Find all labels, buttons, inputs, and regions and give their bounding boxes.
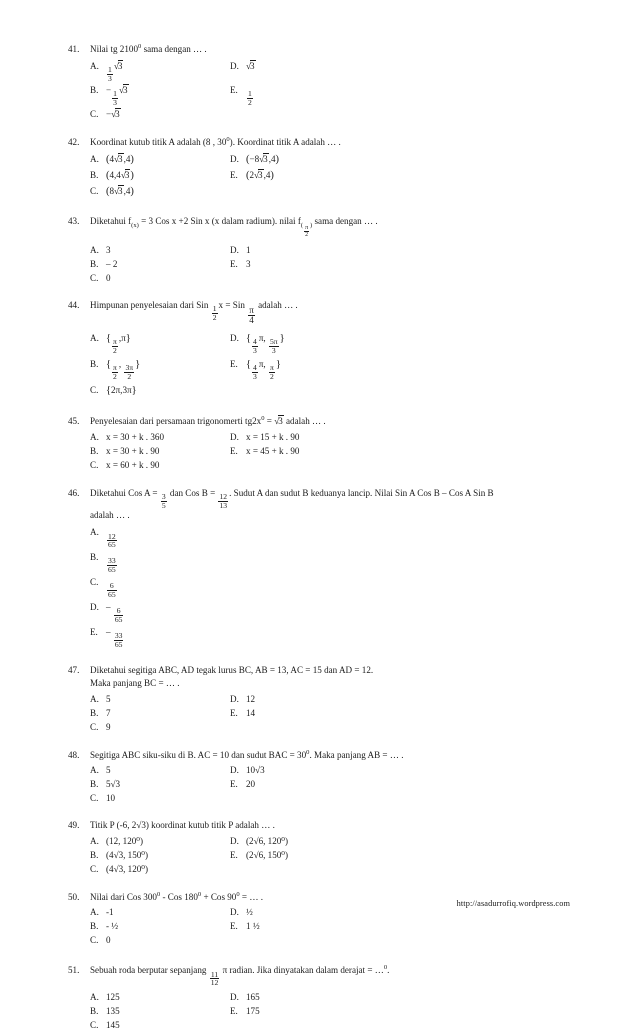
option-a[interactable] bbox=[90, 834, 230, 848]
q43-text-part1: Diketahui f bbox=[90, 215, 132, 226]
option-d-value: x = 15 + k . 90 bbox=[246, 432, 300, 443]
option-row bbox=[90, 83, 570, 107]
option-b-label: B. bbox=[90, 1006, 99, 1017]
option-c-value: 0 bbox=[106, 273, 111, 284]
q44-text-part2: x = Sin bbox=[218, 300, 245, 311]
option-row bbox=[90, 990, 570, 1004]
option-b-label: B. bbox=[90, 446, 99, 457]
option-e-label: E. bbox=[90, 626, 98, 637]
question-42 bbox=[68, 135, 570, 201]
question-51-statement bbox=[68, 963, 570, 987]
option-a[interactable] bbox=[90, 763, 230, 777]
option-b[interactable] bbox=[90, 355, 230, 381]
question-48-statement bbox=[68, 748, 570, 762]
option-a-label: A. bbox=[90, 527, 99, 538]
option-c-value: 9 bbox=[106, 721, 111, 732]
option-a-value: (12, 120⁰) bbox=[106, 835, 143, 846]
option-d[interactable] bbox=[230, 152, 279, 168]
degree-symbol: 0 bbox=[138, 43, 142, 50]
option-d-value: (2√6, 120⁰) bbox=[246, 835, 288, 846]
option-b-value: − $\frac{1}{3}$ √ 3 bbox=[106, 83, 230, 107]
sqrt-3: √ 3 bbox=[274, 416, 284, 426]
option-row bbox=[90, 524, 570, 549]
option-b[interactable] bbox=[90, 706, 230, 720]
option-row bbox=[90, 706, 570, 720]
question-41-options bbox=[90, 59, 570, 121]
option-d-value: 10√3 bbox=[246, 765, 265, 776]
option-b[interactable] bbox=[90, 444, 230, 458]
option-d[interactable] bbox=[230, 430, 299, 444]
option-c-label: C. bbox=[90, 186, 99, 197]
option-b-value: { $\frac{\pi}{2}$ , $\frac{3\pi}{2}$ } bbox=[106, 358, 141, 381]
option-d-label: D. bbox=[230, 244, 239, 255]
question-43-number: 43. bbox=[68, 215, 80, 226]
option-a-value: x = 30 + k . 360 bbox=[106, 432, 164, 443]
option-row bbox=[90, 257, 570, 271]
option-d-label: D. bbox=[230, 992, 239, 1003]
option-d-label: D. bbox=[230, 907, 239, 918]
question-51-text bbox=[90, 963, 570, 987]
option-a[interactable] bbox=[90, 243, 230, 257]
option-b[interactable] bbox=[90, 777, 230, 791]
option-c[interactable] bbox=[90, 1018, 230, 1032]
option-row bbox=[90, 848, 570, 862]
option-d[interactable] bbox=[230, 59, 256, 83]
option-a[interactable] bbox=[90, 430, 230, 444]
option-row bbox=[90, 862, 570, 876]
option-b[interactable] bbox=[90, 549, 230, 574]
q43-text-part2: = 3 Cos x +2 Sin x (x dalam radium). nilai f bbox=[141, 215, 301, 226]
option-c-label: C. bbox=[90, 793, 99, 804]
option-a-label: A. bbox=[90, 432, 99, 443]
question-45-number: 45. bbox=[68, 416, 80, 427]
option-b-value: – 2 bbox=[106, 259, 118, 270]
option-d-label: D. bbox=[230, 835, 239, 846]
option-d-value: (−8 √ 3,4) bbox=[246, 152, 279, 168]
option-a-label: A. bbox=[90, 907, 99, 918]
option-row bbox=[90, 834, 570, 848]
option-c-label: C. bbox=[90, 863, 99, 874]
option-row bbox=[90, 168, 570, 184]
option-row bbox=[90, 329, 570, 355]
question-41 bbox=[68, 42, 570, 121]
option-b-label: B. bbox=[90, 552, 99, 563]
question-44-number: 44. bbox=[68, 300, 80, 311]
question-44-text bbox=[90, 299, 570, 325]
option-b[interactable] bbox=[90, 848, 230, 862]
option-a-label: A. bbox=[90, 693, 99, 704]
degree-symbol: 0 bbox=[236, 890, 240, 898]
question-42-options bbox=[90, 152, 570, 201]
option-e-value: 175 bbox=[246, 1006, 260, 1017]
option-a[interactable] bbox=[90, 524, 230, 549]
question-51-number: 51. bbox=[68, 965, 80, 976]
q48-text-part2: . Maka panjang AB = … . bbox=[309, 749, 404, 760]
degree-symbol: 0 bbox=[306, 748, 310, 756]
option-c-value: $\frac{6}{65}$ bbox=[108, 581, 116, 599]
option-a-value: 3 bbox=[106, 244, 111, 255]
q45-text-part1: Penyelesaian dari persamaan trigonomerti tg2x bbox=[90, 416, 262, 427]
option-b-value: 5√3 bbox=[106, 779, 121, 790]
footer-url[interactable]: http://asadurrofiq.wordpress.com bbox=[456, 899, 570, 908]
option-b-label: B. bbox=[90, 779, 99, 790]
option-a-value: -1 bbox=[106, 907, 114, 918]
q46-text-part3: . Sudut A dan sudut B keduanya lancip. Nilai Sin A Cos B – Cos A Sin B bbox=[229, 487, 494, 498]
option-row bbox=[90, 271, 570, 285]
option-c[interactable] bbox=[90, 933, 230, 947]
option-row bbox=[90, 599, 570, 624]
question-45-statement bbox=[68, 414, 570, 428]
question-43-text bbox=[90, 215, 570, 238]
option-row bbox=[90, 791, 570, 805]
option-c-label: C. bbox=[90, 576, 99, 587]
option-d-value: – $\frac{6}{65}$ bbox=[106, 601, 123, 624]
option-e-value: (2 √ 3,4) bbox=[246, 168, 274, 184]
question-44-options bbox=[90, 329, 570, 400]
question-50-number: 50. bbox=[68, 891, 80, 902]
degree-symbol: 0 bbox=[261, 415, 265, 423]
option-a-value: 5 bbox=[106, 765, 111, 776]
option-e[interactable] bbox=[230, 848, 288, 862]
option-c-label: C. bbox=[90, 721, 99, 732]
option-a-label: A. bbox=[90, 835, 99, 846]
option-b[interactable] bbox=[90, 168, 230, 184]
option-row bbox=[90, 1018, 570, 1032]
option-e-label: E. bbox=[230, 259, 238, 270]
option-a-label: A. bbox=[90, 244, 99, 255]
option-a[interactable] bbox=[90, 329, 230, 355]
question-47-statement bbox=[68, 664, 570, 677]
function-subscript-pi-over-2: ( π 2 ) bbox=[300, 221, 313, 238]
option-b-label: B. bbox=[90, 170, 99, 181]
option-row bbox=[90, 152, 570, 168]
option-c[interactable] bbox=[90, 720, 230, 734]
option-e-value: 3 bbox=[246, 259, 251, 270]
q50-text-part4: = … . bbox=[241, 891, 263, 902]
question-46-text-cont: adalah … . bbox=[90, 510, 130, 521]
option-e-label: E. bbox=[230, 1006, 238, 1017]
question-47-text-cont: Maka panjang BC = … . bbox=[90, 678, 180, 689]
option-d-value: ½ bbox=[246, 907, 253, 918]
option-c-label: C. bbox=[90, 460, 99, 471]
option-c-value: (8 √ 3,4) bbox=[106, 184, 230, 200]
option-b-value: 7 bbox=[106, 707, 111, 718]
option-e[interactable] bbox=[230, 355, 281, 381]
option-c-label: C. bbox=[90, 384, 99, 395]
option-a-label: A. bbox=[90, 765, 99, 776]
option-c[interactable] bbox=[90, 107, 230, 121]
question-49 bbox=[68, 819, 570, 875]
option-b-value: 135 bbox=[106, 1006, 120, 1017]
option-b-value: x = 30 + k . 90 bbox=[106, 446, 160, 457]
option-e-value: 20 bbox=[246, 779, 256, 790]
question-48-number: 48. bbox=[68, 749, 80, 760]
question-49-options bbox=[90, 834, 570, 876]
option-row bbox=[90, 430, 570, 444]
option-e[interactable] bbox=[90, 624, 230, 649]
function-subscript-x: (x) bbox=[131, 221, 139, 229]
q51-text-part2: π radian. Jika dinyatakan dalam derajat = … bbox=[222, 965, 384, 976]
option-a-value: $\frac{12}{65}$ bbox=[108, 531, 116, 550]
option-d-label: D. bbox=[230, 154, 239, 165]
option-e-label: E. bbox=[230, 358, 238, 369]
option-b[interactable] bbox=[90, 919, 230, 933]
option-a[interactable] bbox=[90, 152, 230, 168]
q46-text-part2: dan Cos B = bbox=[169, 487, 216, 498]
q50-text-part1: Nilai dari Cos 300 bbox=[90, 891, 157, 902]
option-c-label: C. bbox=[90, 108, 99, 119]
option-e-value: – $\frac{33}{65}$ bbox=[106, 626, 123, 649]
option-e-value: x = 45 + k . 90 bbox=[246, 446, 300, 457]
question-47-options bbox=[90, 692, 570, 734]
question-41-number: 41. bbox=[68, 44, 80, 55]
option-d-value: { $\frac{4}{3}$ π, $\frac{5\pi}{3}$ } bbox=[246, 333, 285, 356]
option-row bbox=[90, 355, 570, 381]
option-row bbox=[90, 549, 570, 574]
q44-text-part3: adalah … . bbox=[258, 300, 298, 311]
question-42-text bbox=[90, 135, 570, 149]
option-b-value: (4,4 √ 3) bbox=[106, 168, 230, 184]
q41-text-part2: sama dengan … . bbox=[143, 44, 207, 55]
question-42-number: 42. bbox=[68, 136, 80, 147]
option-row bbox=[90, 458, 570, 472]
option-e-value: $\frac{1}{2}$ bbox=[248, 89, 252, 107]
question-44-statement bbox=[68, 299, 570, 325]
question-45-text: Penyelesaian dari persamaan trigonomerti $tg2x^0$ = √ 3 adalah … . bbox=[90, 414, 570, 428]
option-e-label: E. bbox=[230, 446, 238, 457]
option-b-label: B. bbox=[90, 707, 99, 718]
option-a-label: A. bbox=[90, 992, 99, 1003]
option-row bbox=[90, 692, 570, 706]
option-d[interactable] bbox=[230, 243, 251, 257]
question-43 bbox=[68, 215, 570, 286]
option-c-value: {2π,3π} bbox=[106, 384, 137, 396]
option-a-value: 5 bbox=[106, 693, 111, 704]
option-c-value: x = 60 + k . 90 bbox=[106, 460, 160, 471]
question-46-text bbox=[90, 487, 570, 510]
degree-symbol: 0 bbox=[383, 964, 388, 972]
option-e[interactable] bbox=[230, 919, 260, 933]
option-c-label: C. bbox=[90, 935, 99, 946]
option-e[interactable] bbox=[230, 444, 299, 458]
question-46-statement bbox=[68, 487, 570, 510]
option-d[interactable] bbox=[230, 692, 255, 706]
option-row bbox=[90, 763, 570, 777]
option-d-label: D. bbox=[230, 765, 239, 776]
option-d[interactable] bbox=[90, 599, 230, 624]
question-41-text bbox=[90, 42, 570, 56]
degree-symbol: 0 bbox=[197, 890, 202, 898]
option-a[interactable] bbox=[90, 905, 230, 919]
option-b-label: B. bbox=[90, 259, 99, 270]
option-row bbox=[90, 933, 570, 947]
option-c-label: C. bbox=[90, 273, 99, 284]
option-a[interactable] bbox=[90, 692, 230, 706]
option-d[interactable] bbox=[230, 990, 260, 1004]
option-row bbox=[90, 107, 570, 121]
option-c-value: 145 bbox=[106, 1020, 120, 1031]
option-e-label: E. bbox=[230, 921, 238, 932]
question-49-text: Titik P (-6, 2√3) koordinat kutub titik P adalah … . bbox=[90, 820, 275, 831]
option-b-label: B. bbox=[90, 358, 99, 369]
question-47-number: 47. bbox=[68, 665, 80, 676]
q43-text-part3: sama dengan … . bbox=[314, 215, 378, 226]
option-row bbox=[90, 444, 570, 458]
option-a-label: A. bbox=[90, 154, 99, 165]
option-d-value: 165 bbox=[246, 992, 260, 1003]
question-50-options bbox=[90, 905, 570, 947]
option-a-label: A. bbox=[90, 61, 99, 72]
option-e-label: E. bbox=[230, 84, 238, 95]
question-41-statement bbox=[68, 42, 570, 56]
option-b-value: $\frac{33}{65}$ bbox=[108, 556, 116, 575]
degree-symbol: 0 bbox=[156, 890, 161, 898]
option-e[interactable] bbox=[230, 257, 251, 271]
option-b-value: (4√3, 150⁰) bbox=[106, 849, 148, 860]
question-48-text bbox=[90, 748, 570, 762]
q42-text-part1: Koordinat kutub titik A adalah (8 , 30 bbox=[90, 136, 227, 147]
option-e[interactable] bbox=[230, 168, 274, 184]
question-48 bbox=[68, 748, 570, 805]
question-45 bbox=[68, 414, 570, 472]
question-49-statement bbox=[68, 819, 570, 832]
option-c-value: 10 bbox=[106, 793, 116, 804]
option-c-value: 0 bbox=[106, 935, 111, 946]
option-c[interactable] bbox=[90, 862, 230, 876]
option-d-label: D. bbox=[90, 601, 99, 612]
option-d[interactable] bbox=[230, 763, 265, 777]
option-d-label: D. bbox=[230, 61, 239, 72]
option-e[interactable] bbox=[230, 706, 255, 720]
option-b[interactable] bbox=[90, 1004, 230, 1018]
option-row bbox=[90, 381, 570, 400]
question-42-statement bbox=[68, 135, 570, 149]
option-d-label: D. bbox=[230, 693, 239, 704]
question-46-options bbox=[90, 524, 570, 648]
option-c[interactable] bbox=[90, 271, 230, 285]
fraction-three-fifths: $\frac{3}{5}$ bbox=[161, 491, 166, 510]
q42-text-part2: ). Koordinat titik A adalah … . bbox=[229, 136, 341, 147]
option-a-value: { $\frac{\pi}{2}$ ,π} bbox=[106, 333, 131, 356]
question-43-options bbox=[90, 243, 570, 285]
option-c[interactable] bbox=[90, 458, 230, 472]
option-e-value: 1 ½ bbox=[246, 921, 260, 932]
option-row bbox=[90, 919, 570, 933]
question-47-text: Diketahui segitiga ABC, AD tegak lurus BC, AB = 13, AC = 15 dan AD = 12. bbox=[90, 665, 374, 676]
option-row bbox=[90, 184, 570, 200]
option-e-label: E. bbox=[230, 779, 238, 790]
option-d-value: 1 bbox=[246, 244, 251, 255]
option-b[interactable] bbox=[90, 83, 230, 107]
option-a-label: A. bbox=[90, 333, 99, 344]
question-47 bbox=[68, 664, 570, 734]
option-e[interactable] bbox=[230, 777, 255, 791]
fraction-twelve-thirteenths: $\frac{12}{13}$ bbox=[219, 491, 228, 510]
q41-text-part1: Nilai tg 2100 bbox=[90, 44, 138, 55]
q46-text-part1: Diketahui Cos A = bbox=[90, 487, 158, 498]
option-b-value: - ½ bbox=[106, 921, 119, 932]
q51-text-part3: . bbox=[387, 965, 390, 976]
question-48-options bbox=[90, 763, 570, 805]
option-b[interactable] bbox=[90, 257, 230, 271]
option-c[interactable] bbox=[90, 381, 230, 400]
degree-symbol: 0 bbox=[226, 135, 230, 143]
option-a-value: 125 bbox=[106, 992, 120, 1003]
option-a-value: $\frac{1}{3}$ √ 3 bbox=[106, 59, 230, 83]
question-51 bbox=[68, 963, 570, 1032]
option-d-label: D. bbox=[230, 432, 239, 443]
fraction-pi-over-4: $\frac{\pi}{4}$ bbox=[249, 304, 254, 325]
question-45-options bbox=[90, 430, 570, 472]
option-d-label: D. bbox=[230, 333, 239, 344]
question-46 bbox=[68, 487, 570, 649]
question-46-number: 46. bbox=[68, 487, 80, 498]
option-e[interactable] bbox=[230, 1004, 260, 1018]
option-e-value: { $\frac{4}{3}$ π, $\frac{\pi}{2}$ } bbox=[246, 358, 281, 381]
option-row bbox=[90, 59, 570, 83]
question-43-statement bbox=[68, 215, 570, 238]
question-44 bbox=[68, 299, 570, 400]
q48-text-part1: Segitiga ABC siku-siku di B. AC = 10 dan sudut BAC = 30 bbox=[90, 749, 307, 760]
option-c[interactable] bbox=[90, 184, 230, 200]
question-49-number: 49. bbox=[68, 820, 80, 831]
option-d[interactable] bbox=[230, 834, 288, 848]
option-e-value: (2√6, 150⁰) bbox=[246, 849, 288, 860]
option-c[interactable] bbox=[90, 791, 230, 805]
option-e[interactable] bbox=[230, 83, 254, 107]
option-a-value: (4 √ 3,4) bbox=[106, 152, 230, 168]
fraction-eleven-twelfths: $\frac{11}{12}$ bbox=[210, 969, 219, 988]
option-row bbox=[90, 574, 570, 599]
option-row bbox=[90, 777, 570, 791]
option-b-label: B. bbox=[90, 921, 99, 932]
option-c-value: (4√3, 120⁰) bbox=[106, 863, 148, 874]
option-d-value: √ 3 bbox=[246, 59, 256, 73]
option-e-label: E. bbox=[230, 170, 238, 181]
q51-text-part1: Sebuah roda berputar sepanjang bbox=[90, 965, 207, 976]
option-d[interactable] bbox=[230, 329, 285, 355]
question-51-options bbox=[90, 990, 570, 1032]
option-row bbox=[90, 624, 570, 649]
option-e-value: 14 bbox=[246, 707, 256, 718]
option-a[interactable] bbox=[90, 59, 230, 83]
option-d[interactable] bbox=[230, 905, 253, 919]
option-c-value: − √ 3 bbox=[106, 107, 230, 121]
option-e-label: E. bbox=[230, 707, 238, 718]
option-e-label: E. bbox=[230, 849, 238, 860]
option-row bbox=[90, 1004, 570, 1018]
option-c[interactable] bbox=[90, 574, 230, 599]
q44-text-part1: Himpunan penyelesaian dari Sin bbox=[90, 300, 209, 311]
option-row bbox=[90, 243, 570, 257]
option-c-label: C. bbox=[90, 1020, 99, 1031]
option-a[interactable] bbox=[90, 990, 230, 1004]
fraction-one-half: $\frac{1}{2}$ bbox=[212, 304, 217, 323]
q50-text-part3: + Cos 90 bbox=[203, 891, 237, 902]
option-b-label: B. bbox=[90, 849, 99, 860]
option-row bbox=[90, 720, 570, 734]
q50-text-part2: - Cos 180 bbox=[162, 891, 198, 902]
option-b-label: B. bbox=[90, 84, 99, 95]
option-d-value: 12 bbox=[246, 693, 256, 704]
